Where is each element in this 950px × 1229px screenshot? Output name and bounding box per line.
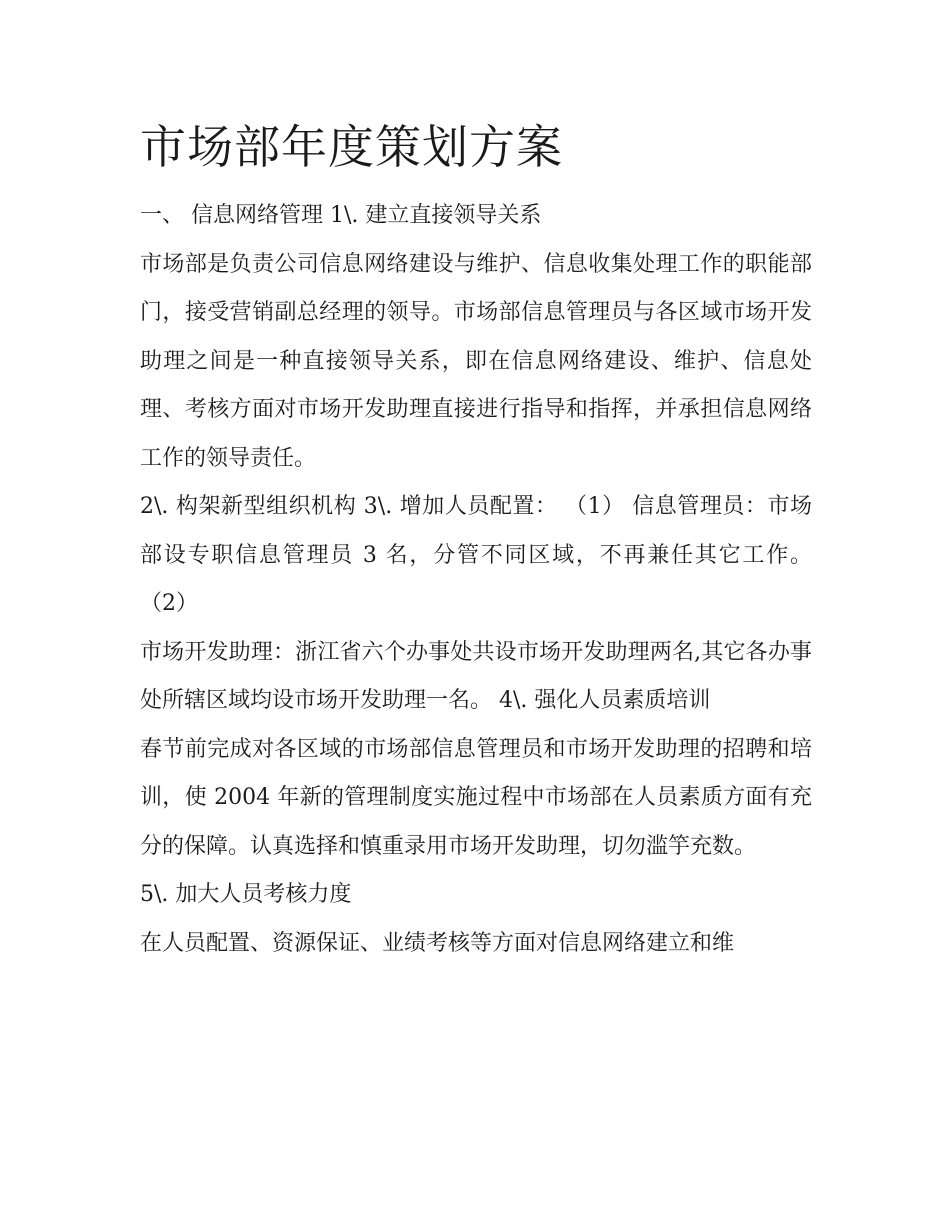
section-heading-info-network: 一、 信息网络管理 1\. 建立直接领导关系 (140, 203, 542, 228)
paragraph-training: 春节前完成对各区域的市场部信息管理员和市场开发助理的招聘和培训，使 2004 年新的管理制度实施过程中市场部在人员素质方面有充分的保障。认真选择和慎重录用市场开发助理，切勿滥竽充数。 (140, 736, 812, 859)
paragraph-assessment: 在人员配置、资源保证、业绩考核等方面对信息网络建立和维 (140, 930, 735, 956)
document-page (140, 112, 812, 968)
paragraph-market-assistant: 市场开发助理：浙江省六个办事处共设市场开发助理两名,其它各办事处所辖区域均设市场开发助理一名。 4\. 强化人员素质培训 (140, 639, 812, 713)
paragraph-staffing: 2\. 构架新型组织机构 3\. 增加人员配置： （1） 信息管理员：市场部设专职信息管理员 3 名，分管不同区域，不再兼任其它工作。 （2） (140, 494, 812, 616)
document-title: 市场部年度策划方案 (140, 120, 563, 174)
paragraph-assessment-heading: 5\. 加大人员考核力度 (140, 882, 352, 907)
paragraph-leadership-relation: 市场部是负责公司信息网络建设与维护、信息收集处理工作的职能部门，接受营销副总经理的领导。市场部信息管理员与各区域市场开发助理之间是一种直接领导关系，即在信息网络建设、维护、信息处理、考核方面对市场开发助理直接进行指导和指挥，并承担信息网络工作的领导责任。 (140, 251, 812, 471)
